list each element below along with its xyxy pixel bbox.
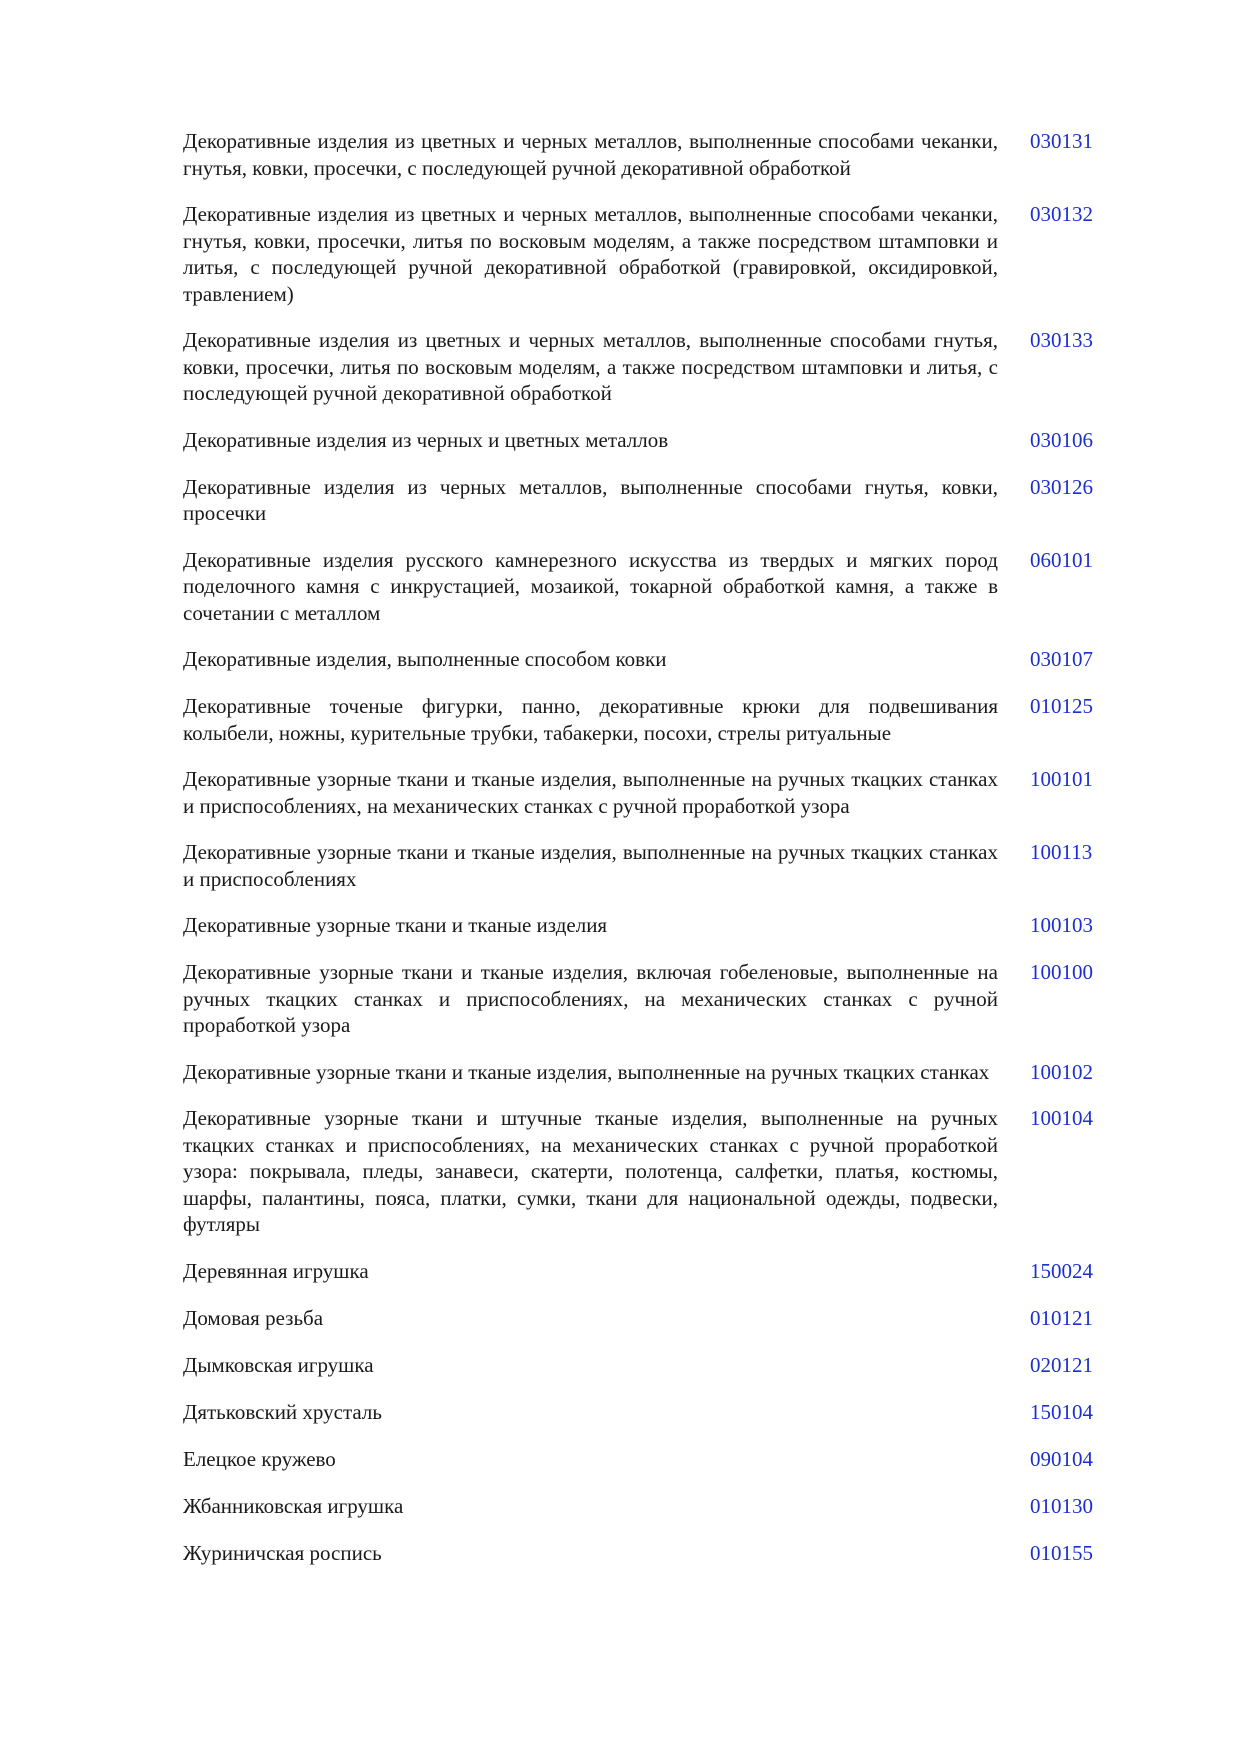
list-item (183, 1493, 1103, 1520)
list-item (183, 693, 1103, 746)
entry-description: Деревянная игрушка (183, 1258, 369, 1283)
list-item (183, 766, 1103, 819)
entry-code-link[interactable]: 010130 (1030, 1493, 1093, 1518)
list-item (183, 1540, 1103, 1567)
list-item (183, 1446, 1103, 1473)
entry-code-link[interactable]: 100100 (1030, 960, 1093, 984)
entry-description: Декоративные изделия из черных металлов, выполненные способами гнутья, ковки, просечки (183, 474, 998, 525)
entry-description: Декоративные узорные ткани и тканые изделия (183, 913, 608, 937)
entry-code-link[interactable]: 020121 (1030, 1352, 1093, 1377)
entry-description: Дятьковский хрусталь (183, 1399, 382, 1424)
entry-description: Декоративные изделия русского камнерезного искусства из твердых и мягких пород поделочного камня с инкрустацией, мозаикой, токарной обработкой камня, а также в сочетании с металлом (183, 547, 998, 625)
entries-list (183, 128, 1103, 1587)
entry-description: Декоративные узорные ткани и тканые изделия, включая гобеленовые, выполненные на ручных ткацких станках и приспособлениях, на механических станках с ручной проработкой узора (183, 960, 998, 1037)
list-item (183, 646, 1103, 673)
entry-code-link[interactable]: 030107 (1030, 647, 1093, 671)
list-item (183, 128, 1103, 181)
list-item (183, 912, 1103, 939)
entry-description: Жбанниковская игрушка (183, 1493, 404, 1518)
entry-code-link[interactable]: 030132 (1030, 202, 1093, 226)
list-item (183, 1258, 1103, 1285)
entry-description: Декоративные узорные ткани и штучные тканые изделия, выполненные на ручных ткацких станках и приспособлениях, на механических станках с ручной проработкой узора: покрывала, пледы, занавеси, скатерти, полотенца, салфетки, платья, костюмы, шарфы, палантины, пояса, платки, сумки, ткани для национальной одежды, подвески, футляры (183, 1106, 998, 1236)
entry-code-link[interactable]: 100102 (1030, 1059, 1093, 1084)
entry-description: Декоративные изделия из цветных и черных металлов, выполненные способами чеканки, гнутья, ковки, просечки, с последующей ручной декоративной обработкой (183, 129, 998, 180)
entry-code-link[interactable]: 010121 (1030, 1305, 1093, 1330)
entry-code-link[interactable]: 010125 (1030, 694, 1093, 718)
entry-code-link[interactable]: 010155 (1030, 1540, 1093, 1565)
list-item (183, 327, 1103, 407)
entry-code-link[interactable]: 100104 (1030, 1106, 1093, 1130)
entry-description: Домовая резьба (183, 1305, 324, 1330)
list-item (183, 547, 1103, 627)
entry-code-link[interactable]: 150024 (1030, 1258, 1093, 1283)
entry-description: Декоративные узорные ткани и тканые изделия, выполненные на ручных ткацких станках и приспособлениях (183, 840, 998, 891)
list-item (183, 1399, 1103, 1426)
list-item (183, 1352, 1103, 1379)
entry-code-link[interactable]: 100103 (1030, 913, 1093, 937)
list-item (183, 1305, 1103, 1332)
list-item (183, 959, 1103, 1039)
entry-code-link[interactable]: 030106 (1030, 427, 1093, 452)
list-item (183, 474, 1103, 527)
entry-description: Дымковская игрушка (183, 1352, 374, 1377)
entry-code-link[interactable]: 100113 (1030, 840, 1093, 864)
entry-code-link[interactable]: 030131 (1030, 129, 1093, 153)
list-item (183, 839, 1103, 892)
entry-description: Журиничская роспись (183, 1540, 382, 1565)
entry-description: Декоративные узорные ткани и тканые изделия, выполненные на ручных ткацких станках и приспособлениях, на механических станках с ручной проработкой узора (183, 767, 998, 818)
list-item (183, 427, 1103, 454)
entry-description: Елецкое кружево (183, 1446, 336, 1471)
entry-code-link[interactable]: 150104 (1030, 1399, 1093, 1424)
entry-description: Декоративные изделия, выполненные способом ковки (183, 647, 667, 671)
entry-code-link[interactable]: 030133 (1030, 328, 1093, 352)
entry-description: Декоративные изделия из цветных и черных металлов, выполненные способами чеканки, гнутья, ковки, просечки, литья по восковым моделям, а также посредством штамповки и литья, с последующей ручной декоративной обработкой (гравировкой, оксидировкой, травлением) (183, 202, 998, 306)
list-item (183, 1105, 1103, 1238)
entry-description: Декоративные изделия из цветных и черных металлов, выполненные способами гнутья, ковки, просечки, литья по восковым моделям, а также посредством штамповки и литья, с последующей ручной декоративной обработкой (183, 328, 998, 405)
entry-description: Декоративные точеные фигурки, панно, декоративные крюки для подвешивания колыбели, ножны, курительные трубки, табакерки, посохи, стрелы ритуальные (183, 694, 998, 745)
entry-code-link[interactable]: 100101 (1030, 767, 1093, 791)
entry-code-link[interactable]: 090104 (1030, 1446, 1093, 1471)
list-item (183, 201, 1103, 307)
entry-code-link[interactable]: 060101 (1030, 547, 1093, 572)
list-item (183, 1059, 1103, 1086)
entry-description: Декоративные узорные ткани и тканые изделия, выполненные на ручных ткацких станках (183, 1059, 990, 1084)
entry-code-link[interactable]: 030126 (1030, 474, 1093, 499)
entry-description: Декоративные изделия из черных и цветных металлов (183, 427, 669, 452)
